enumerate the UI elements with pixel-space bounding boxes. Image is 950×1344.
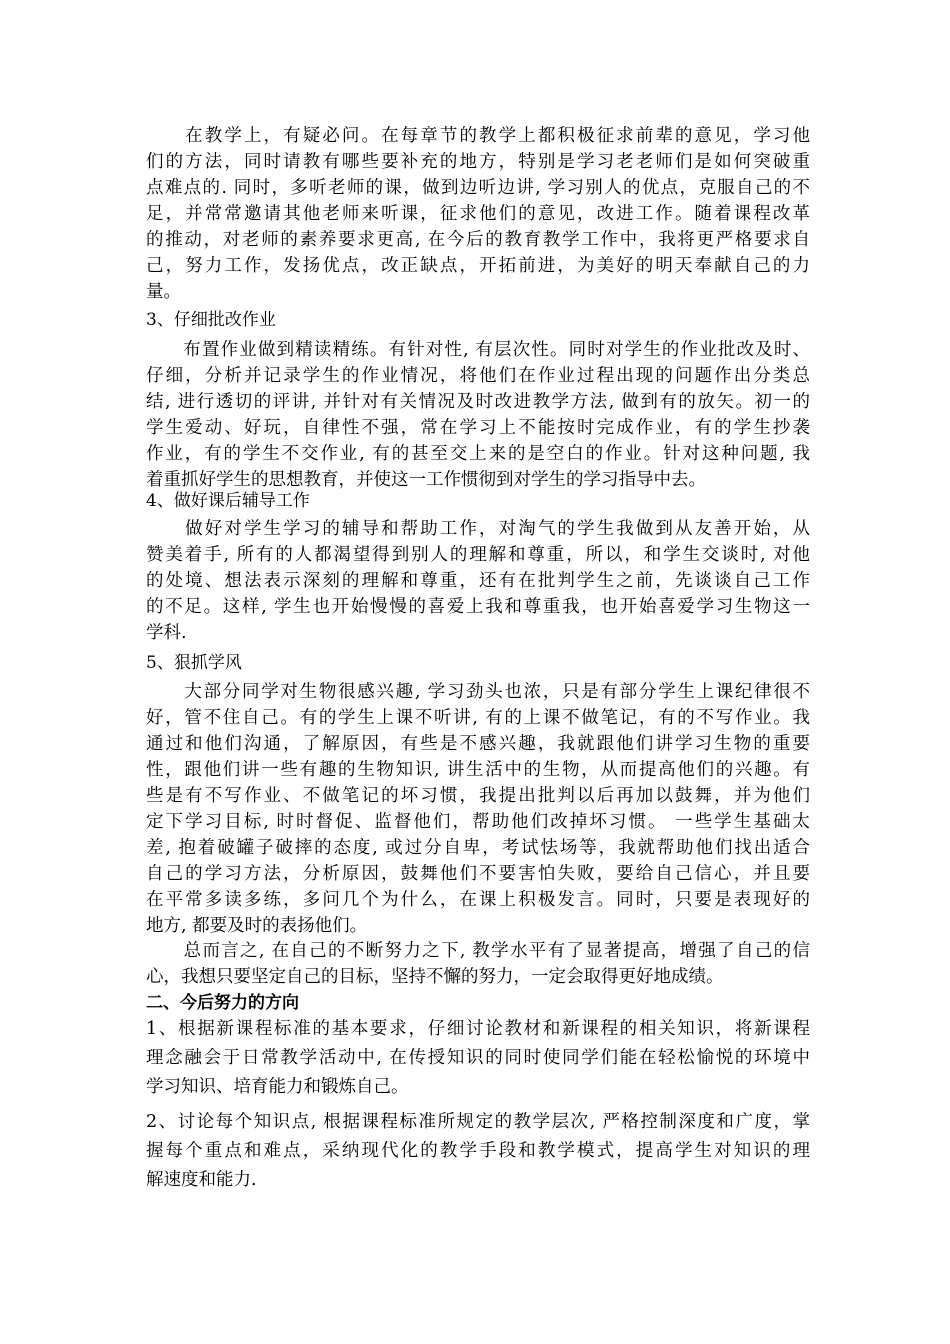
- text-line: 量。: [146, 282, 181, 302]
- text-line: 足，并常常邀请其他老师来听课，征求他们的意见，改进工作。随着课程改革: [146, 204, 810, 224]
- text-line: 的处境、想法表示深刻的理解和尊重，还有在批判学生之前，先谈谈自己工作: [146, 571, 810, 591]
- heading-correct-homework: 3、仔细批改作业: [146, 310, 276, 330]
- text-line: 的不足。这样, 学生也开始慢慢的喜爱上我和尊重我，也开始喜爱学习生物这一: [146, 597, 810, 617]
- heading-after-class-tutoring: 4、做好课后辅导工作: [146, 491, 310, 511]
- text-line: 作业，有的学生不交作业, 有的甚至交上来的是空白的作业。针对这种问题, 我: [146, 444, 810, 464]
- text-line: 通过和他们沟通，了解原因，有些是不感兴趣，我就跟他们讲学习生物的重要: [146, 734, 810, 754]
- text-line: 些是有不写作业、不做笔记的坏习惯，我提出批判以后再加以鼓舞，并为他们: [146, 786, 810, 806]
- text-line: 点难点的. 同时，多听老师的课，做到边听边讲, 学习别人的优点，克服自己的不: [146, 178, 810, 198]
- text-line: 己，努力工作，发扬优点，改正缺点，开拓前进，为美好的明天奉献自己的力: [146, 256, 810, 276]
- paragraph-teaching-attitude: [146, 123, 810, 305]
- text-line: 的推动，对老师的素养要求更高, 在今后的教育教学工作中，我将更严格要求自: [146, 230, 810, 250]
- text-line: 2、讨论每个知识点, 根据课程标准所规定的教学层次, 严格控制深度和广度，掌: [146, 1112, 810, 1132]
- text-line: 着重抓好学生的思想教育，并使这一工作惯彻到对学生的学习指导中去。: [146, 470, 706, 490]
- text-line: 在平常多读多练，多问几个为什么，在课上积极发言。同时，只要是表现好的: [146, 890, 810, 910]
- text-line: 理念融会于日常教学活动中, 在传授知识的同时使同学们能在轻松愉悦的环境中: [146, 1048, 810, 1068]
- text-line: 好，管不住自己。有的学生上课不听讲, 有的上课不做笔记，有的不写作业。我: [146, 708, 810, 728]
- paragraph-homework: [146, 337, 810, 493]
- text-line: 解速度和能力.: [146, 1170, 257, 1190]
- text-line: 结, 进行透切的评讲, 并针对有关情况及时改进教学方法, 做到有的放矢。初一的: [146, 392, 810, 412]
- text-line: 总而言之, 在自己的不断努力之下, 教学水平有了显著提高，增强了自己的信: [146, 941, 810, 961]
- list-item-knowledge-points: [146, 1108, 810, 1195]
- paragraph-tutoring: [146, 516, 810, 646]
- text-line: 心，我想只要坚定自己的目标，坚持不懈的努力，一定会取得更好地成绩。: [146, 967, 724, 987]
- text-line: 学科.: [146, 623, 187, 643]
- text-line: 赞美着手, 所有的人都渴望得到别人的理解和尊重，所以，和学生交谈时, 对他: [146, 545, 810, 565]
- text-line: 在教学上，有疑必问。在每章节的教学上都积极征求前辈的意见，学习他: [146, 126, 810, 146]
- text-line: 握每个重点和难点，采纳现代化的教学手段和教学模式，提高学生对知识的理: [146, 1141, 810, 1161]
- list-item-new-curriculum: [146, 1015, 810, 1102]
- text-line: 仔细，分析并记录学生的作业情况，将他们在作业过程出现的问题作出分类总: [146, 366, 810, 386]
- paragraph-summary: [146, 938, 810, 990]
- text-line: 做好对学生学习的辅导和帮助工作，对淘气的学生我做到从友善开始，从: [146, 519, 810, 539]
- text-line: 大部分同学对生物很感兴趣, 学习劲头也浓，只是有部分学生上课纪律很不: [146, 682, 810, 702]
- text-line: 们的方法，同时请教有哪些要补充的地方，特别是学习老老师们是如何突破重: [146, 152, 810, 172]
- text-line: 定下学习目标, 时时督促、监督他们，帮助他们改掉坏习惯。 一些学生基础太: [146, 812, 810, 832]
- paragraph-study-style: [146, 679, 810, 939]
- text-line: 学习知识、培育能力和锻炼自己。: [146, 1077, 409, 1097]
- text-line: 差, 抱着破罐子破摔的态度, 或过分自卑，考试怯场等，我就帮助他们找出适合: [146, 838, 810, 858]
- text-line: 1、根据新课程标准的基本要求，仔细讨论教材和新课程的相关知识，将新课程: [146, 1019, 810, 1039]
- heading-study-style: 5、狠抓学风: [146, 653, 242, 673]
- text-line: 学生爱动、好玩，自律性不强，常在学习上不能按时完成作业，有的学生抄袭: [146, 418, 810, 438]
- text-line: 布置作业做到精读精练。有针对性, 有层次性。同时对学生的作业批改及时、: [146, 340, 810, 360]
- text-line: 地方, 都要及时的表扬他们。: [146, 916, 368, 936]
- text-line: 自己的学习方法，分析原因，鼓舞他们不要害怕失败，要给自己信心，并且要: [146, 864, 810, 884]
- text-line: 性，跟他们讲一些有趣的生物知识, 讲生活中的生物，从而提高他们的兴趣。有: [146, 760, 810, 780]
- section-heading-future-direction: 二、今后努力的方向: [146, 993, 299, 1013]
